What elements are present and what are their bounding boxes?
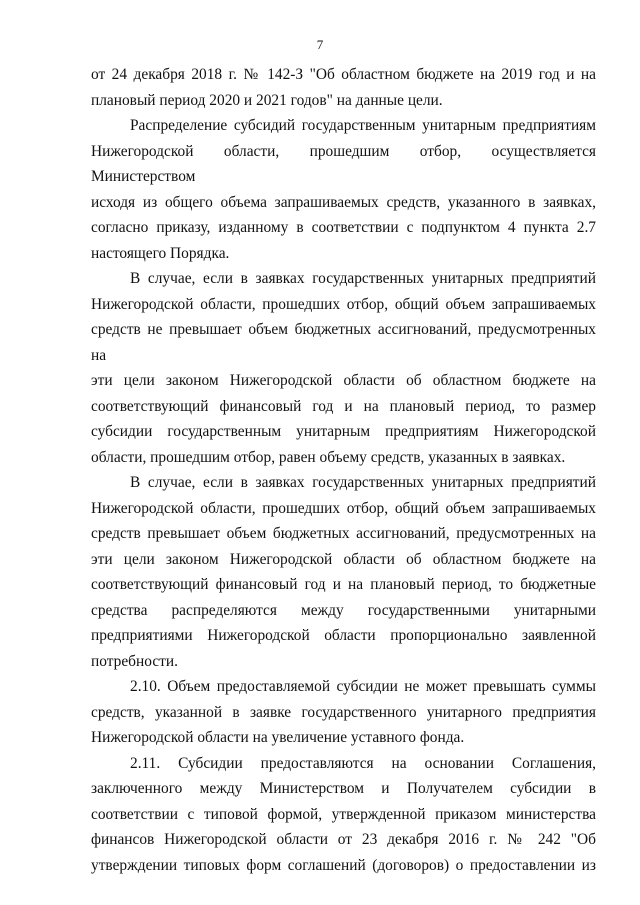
text-line: соответствующий финансовый год и на плановый период, то бюджетные: [91, 576, 596, 593]
text-line: настоящего Порядка.: [91, 244, 230, 262]
text-line: эти цели законом Нижегородской области об областном бюджете на: [91, 372, 596, 389]
text-line: В случае, если в заявках государственных унитарных предприятий: [130, 270, 596, 287]
paragraph: [91, 113, 596, 266]
text-line: средств превышает объем бюджетных ассигнований, предусмотренных на: [91, 525, 596, 542]
paragraph: [91, 470, 596, 674]
page-number: 7: [316, 37, 324, 52]
text-line: субсидии государственным унитарным предприятиям Нижегородской: [91, 423, 596, 440]
text-line: заключенного между Министерством и Получателем субсидии в: [91, 780, 596, 797]
text-line: предприятиями Нижегородской области пропорционально заявленной: [91, 627, 596, 644]
text-line: Нижегородской области, прошедших отбор, общий объем запрашиваемых: [91, 499, 596, 517]
text-line: средств, указанной в заявке государственного унитарного предприятия: [91, 703, 596, 721]
text-line: В случае, если в заявках государственных унитарных предприятий: [130, 474, 596, 491]
text-line: средств не превышает объем бюджетных ассигнований, предусмотренных на: [91, 321, 596, 364]
text-line: соответствии с типовой формой, утвержденной приказом министерства: [91, 805, 596, 823]
text-line: соответствующий финансовый год и на плановый период, то размер: [91, 397, 596, 415]
text-line: Нижегородской области на увеличение уставного фонда.: [91, 729, 465, 746]
text-line: от 24 декабря 2018 г. № 142-З "Об областном бюджете на 2019 год и на: [91, 66, 596, 83]
text-line: финансов Нижегородской области от 23 декабря 2016 г. № 242 "Об: [91, 831, 596, 848]
text-line: 2.10. Объем предоставляемой субсидии не может превышать суммы: [130, 678, 596, 695]
text-line: Нижегородской области, прошедшим отбор, осуществляется Министерством: [91, 142, 596, 185]
paragraph: [91, 62, 596, 113]
text-line: 2.11. Субсидии предоставляются на основании Соглашения,: [130, 754, 596, 772]
text-line: плановый период 2020 и 2021 годов" на данные цели.: [91, 91, 443, 109]
text-line: согласно приказу, изданному в соответствии с подпунктом 4 пункта 2.7: [91, 219, 596, 236]
text-line: потребности.: [91, 652, 178, 670]
text-line: эти цели законом Нижегородской области об областном бюджете на: [91, 550, 596, 568]
text-line: области, прошедшим отбор, равен объему средств, указанных в заявках.: [91, 448, 566, 466]
text-line: исходя из общего объема запрашиваемых средств, указанного в заявках,: [91, 193, 596, 211]
text-line: средства распределяются между государственными унитарными: [91, 601, 596, 619]
text-line: Распределение субсидий государственным унитарным предприятиям: [130, 117, 596, 134]
paragraph: [91, 751, 596, 879]
text-line: Нижегородской области, прошедших отбор, общий объем запрашиваемых: [91, 295, 596, 313]
document-body: [91, 62, 596, 878]
paragraph: [91, 674, 596, 751]
text-line: утверждении типовых форм соглашений (договоров) о предоставлении из: [91, 856, 596, 874]
paragraph: [91, 266, 596, 470]
